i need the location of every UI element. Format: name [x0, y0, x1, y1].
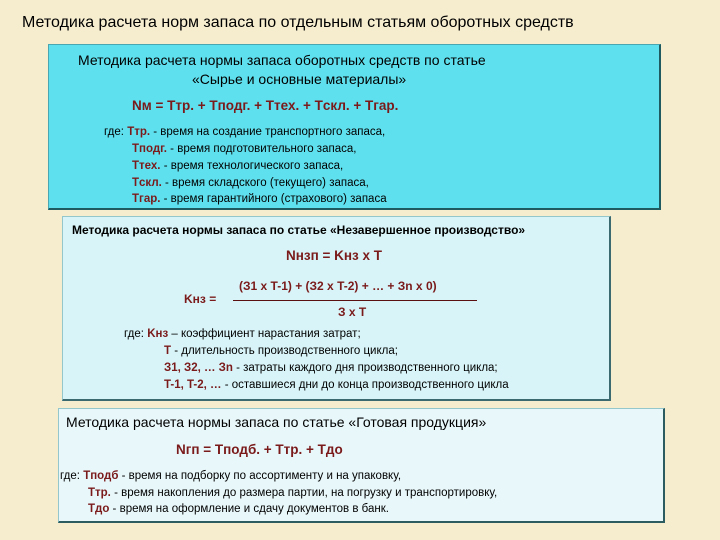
raw-def-row — [104, 126, 385, 138]
wip-def-row — [124, 328, 361, 340]
def-symbol: Kнз — [147, 328, 169, 340]
def-symbol: Tтр. — [127, 126, 151, 138]
def-symbol: Tдо — [88, 503, 110, 515]
def-symbol: З1, З2, … Зn — [164, 362, 233, 374]
wip-numerator: (З1 x T-1) + (З2 x T-2) + … + Зn x 0) — [239, 279, 437, 293]
def-symbol: T — [164, 345, 172, 357]
raw-section-title-line2: «Сырье и основные материалы» — [192, 71, 407, 87]
def-symbol: Tподг. — [132, 143, 167, 155]
fraction-line — [233, 300, 477, 301]
def-symbol: Tтр. — [88, 487, 111, 499]
def-prefix: где: — [124, 328, 148, 340]
wip-section-title: Методика расчета нормы запаса по статье «Незавершенное производство» — [72, 223, 526, 237]
wip-coef-label: Kнз = — [184, 292, 217, 306]
page-title: Методика расчета норм запаса по отдельным статьям оборотных средств — [22, 14, 574, 31]
def-symbol: Tподб — [83, 470, 119, 482]
finished-section-title: Методика расчета нормы запаса по статье «Готовая продукция» — [66, 414, 487, 430]
raw-def-row — [132, 177, 369, 189]
def-text: – коэффициент нарастания затрат; — [168, 328, 361, 340]
finished-def-row — [88, 487, 497, 499]
wip-denominator: З x T — [338, 305, 367, 319]
def-prefix: где: — [60, 470, 84, 482]
def-text: - оставшиеся дни до конца производственного цикла — [221, 379, 509, 391]
raw-formula: Nм = Tтр. + Tподг. + Tтех. + Tскл. + Tгар. — [132, 98, 399, 113]
def-text: - время на создание транспортного запаса, — [150, 126, 386, 138]
wip-def-row — [164, 345, 398, 357]
def-text: - длительность производственного цикла; — [171, 345, 398, 357]
raw-def-row — [132, 143, 356, 155]
def-symbol: Tгар. — [132, 193, 161, 205]
def-symbol: T-1, T-2, … — [164, 379, 222, 391]
def-text: - время складского (текущего) запаса, — [161, 177, 369, 189]
def-text: - время на оформление и сдачу документов в банк. — [109, 503, 389, 515]
raw-section-title-line1: Методика расчета нормы запаса оборотных средств по статье — [78, 52, 486, 68]
def-symbol: Tскл. — [132, 177, 162, 189]
wip-formula: Nнзп = Kнз x T — [286, 248, 383, 263]
def-text: - время гарантийного (страхового) запаса — [160, 193, 387, 205]
raw-def-row — [132, 193, 387, 205]
def-text: - время накопления до размера партии, на погрузку и транспортировку, — [110, 487, 498, 499]
def-text: - время подготовительного запаса, — [166, 143, 357, 155]
raw-def-row — [132, 160, 343, 172]
finished-formula: Nгп = Tподб. + Tтр. + Tдо — [176, 442, 343, 457]
def-text: - время технологического запаса, — [160, 160, 344, 172]
finished-def-row — [88, 503, 389, 515]
def-text: - затраты каждого дня производственного цикла; — [232, 362, 498, 374]
finished-def-row — [60, 470, 401, 482]
def-text: - время на подборку по ассортименту и на упаковку, — [118, 470, 402, 482]
def-prefix: где: — [104, 126, 128, 138]
def-symbol: Tтех. — [132, 160, 161, 172]
wip-def-row — [164, 362, 498, 374]
wip-def-row — [164, 379, 509, 391]
